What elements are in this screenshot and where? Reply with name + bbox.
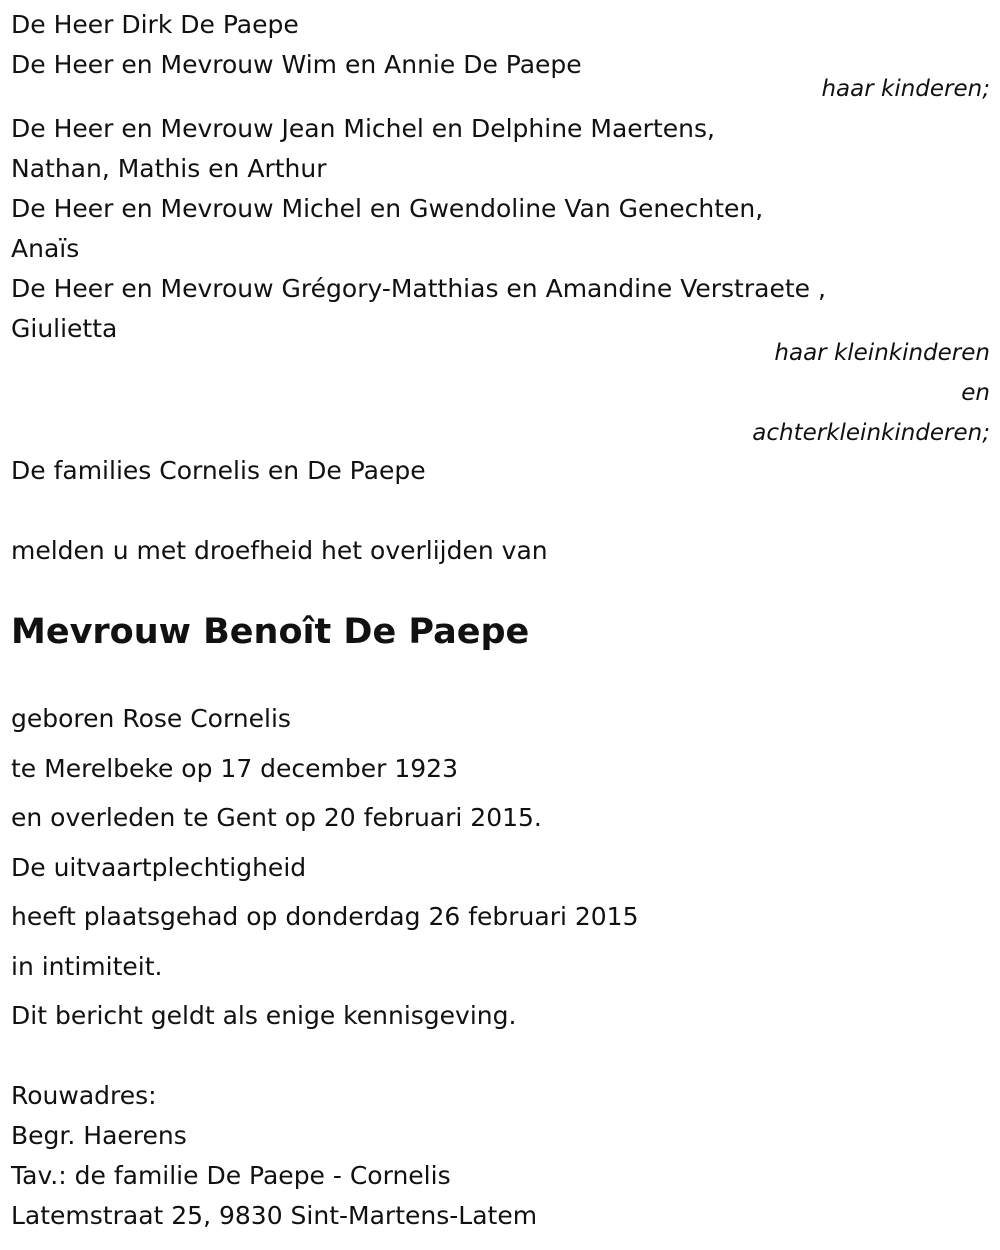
- announcement-line: melden u met droefheid het overlijden van: [11, 536, 548, 565]
- grandchildren-caption-2: en: [961, 380, 990, 406]
- detail-line-5: heeft plaatsgehad op donderdag 26 februari 2015: [11, 902, 639, 931]
- detail-line-4: De uitvaartplechtigheid: [11, 853, 307, 882]
- grandchild-line-3: De Heer en Mevrouw Michel en Gwendoline Van Genechten,: [11, 194, 764, 223]
- grandchild-line-2: Nathan, Mathis en Arthur: [11, 154, 327, 183]
- address-line-1: Begr. Haerens: [11, 1121, 187, 1150]
- child-line-1: De Heer Dirk De Paepe: [11, 10, 299, 39]
- grandchild-line-1: De Heer en Mevrouw Jean Michel en Delphine Maertens,: [11, 114, 715, 143]
- grandchild-line-4: Anaïs: [11, 234, 80, 263]
- child-line-2: De Heer en Mevrouw Wim en Annie De Paepe: [11, 50, 582, 79]
- grandchild-line-6: Giulietta: [11, 314, 118, 343]
- detail-line-1: geboren Rose Cornelis: [11, 704, 291, 733]
- address-label: Rouwadres:: [11, 1081, 157, 1110]
- grandchildren-caption-3: achterkleinkinderen;: [752, 420, 990, 446]
- address-line-2: Tav.: de familie De Paepe - Cornelis: [11, 1161, 451, 1190]
- grandchildren-caption-1: haar kleinkinderen: [774, 340, 990, 366]
- families-line: De families Cornelis en De Paepe: [11, 456, 426, 485]
- children-caption: haar kinderen;: [821, 76, 990, 102]
- grandchild-line-5: De Heer en Mevrouw Grégory-Matthias en Amandine Verstraete ,: [11, 274, 826, 303]
- deceased-name: Mevrouw Benoît De Paepe: [11, 612, 530, 652]
- detail-line-6: in intimiteit.: [11, 952, 163, 981]
- address-line-3: Latemstraat 25, 9830 Sint-Martens-Latem: [11, 1201, 538, 1230]
- detail-line-3: en overleden te Gent op 20 februari 2015.: [11, 803, 542, 832]
- detail-line-2: te Merelbeke op 17 december 1923: [11, 754, 458, 783]
- detail-line-7: Dit bericht geldt als enige kennisgeving.: [11, 1001, 517, 1030]
